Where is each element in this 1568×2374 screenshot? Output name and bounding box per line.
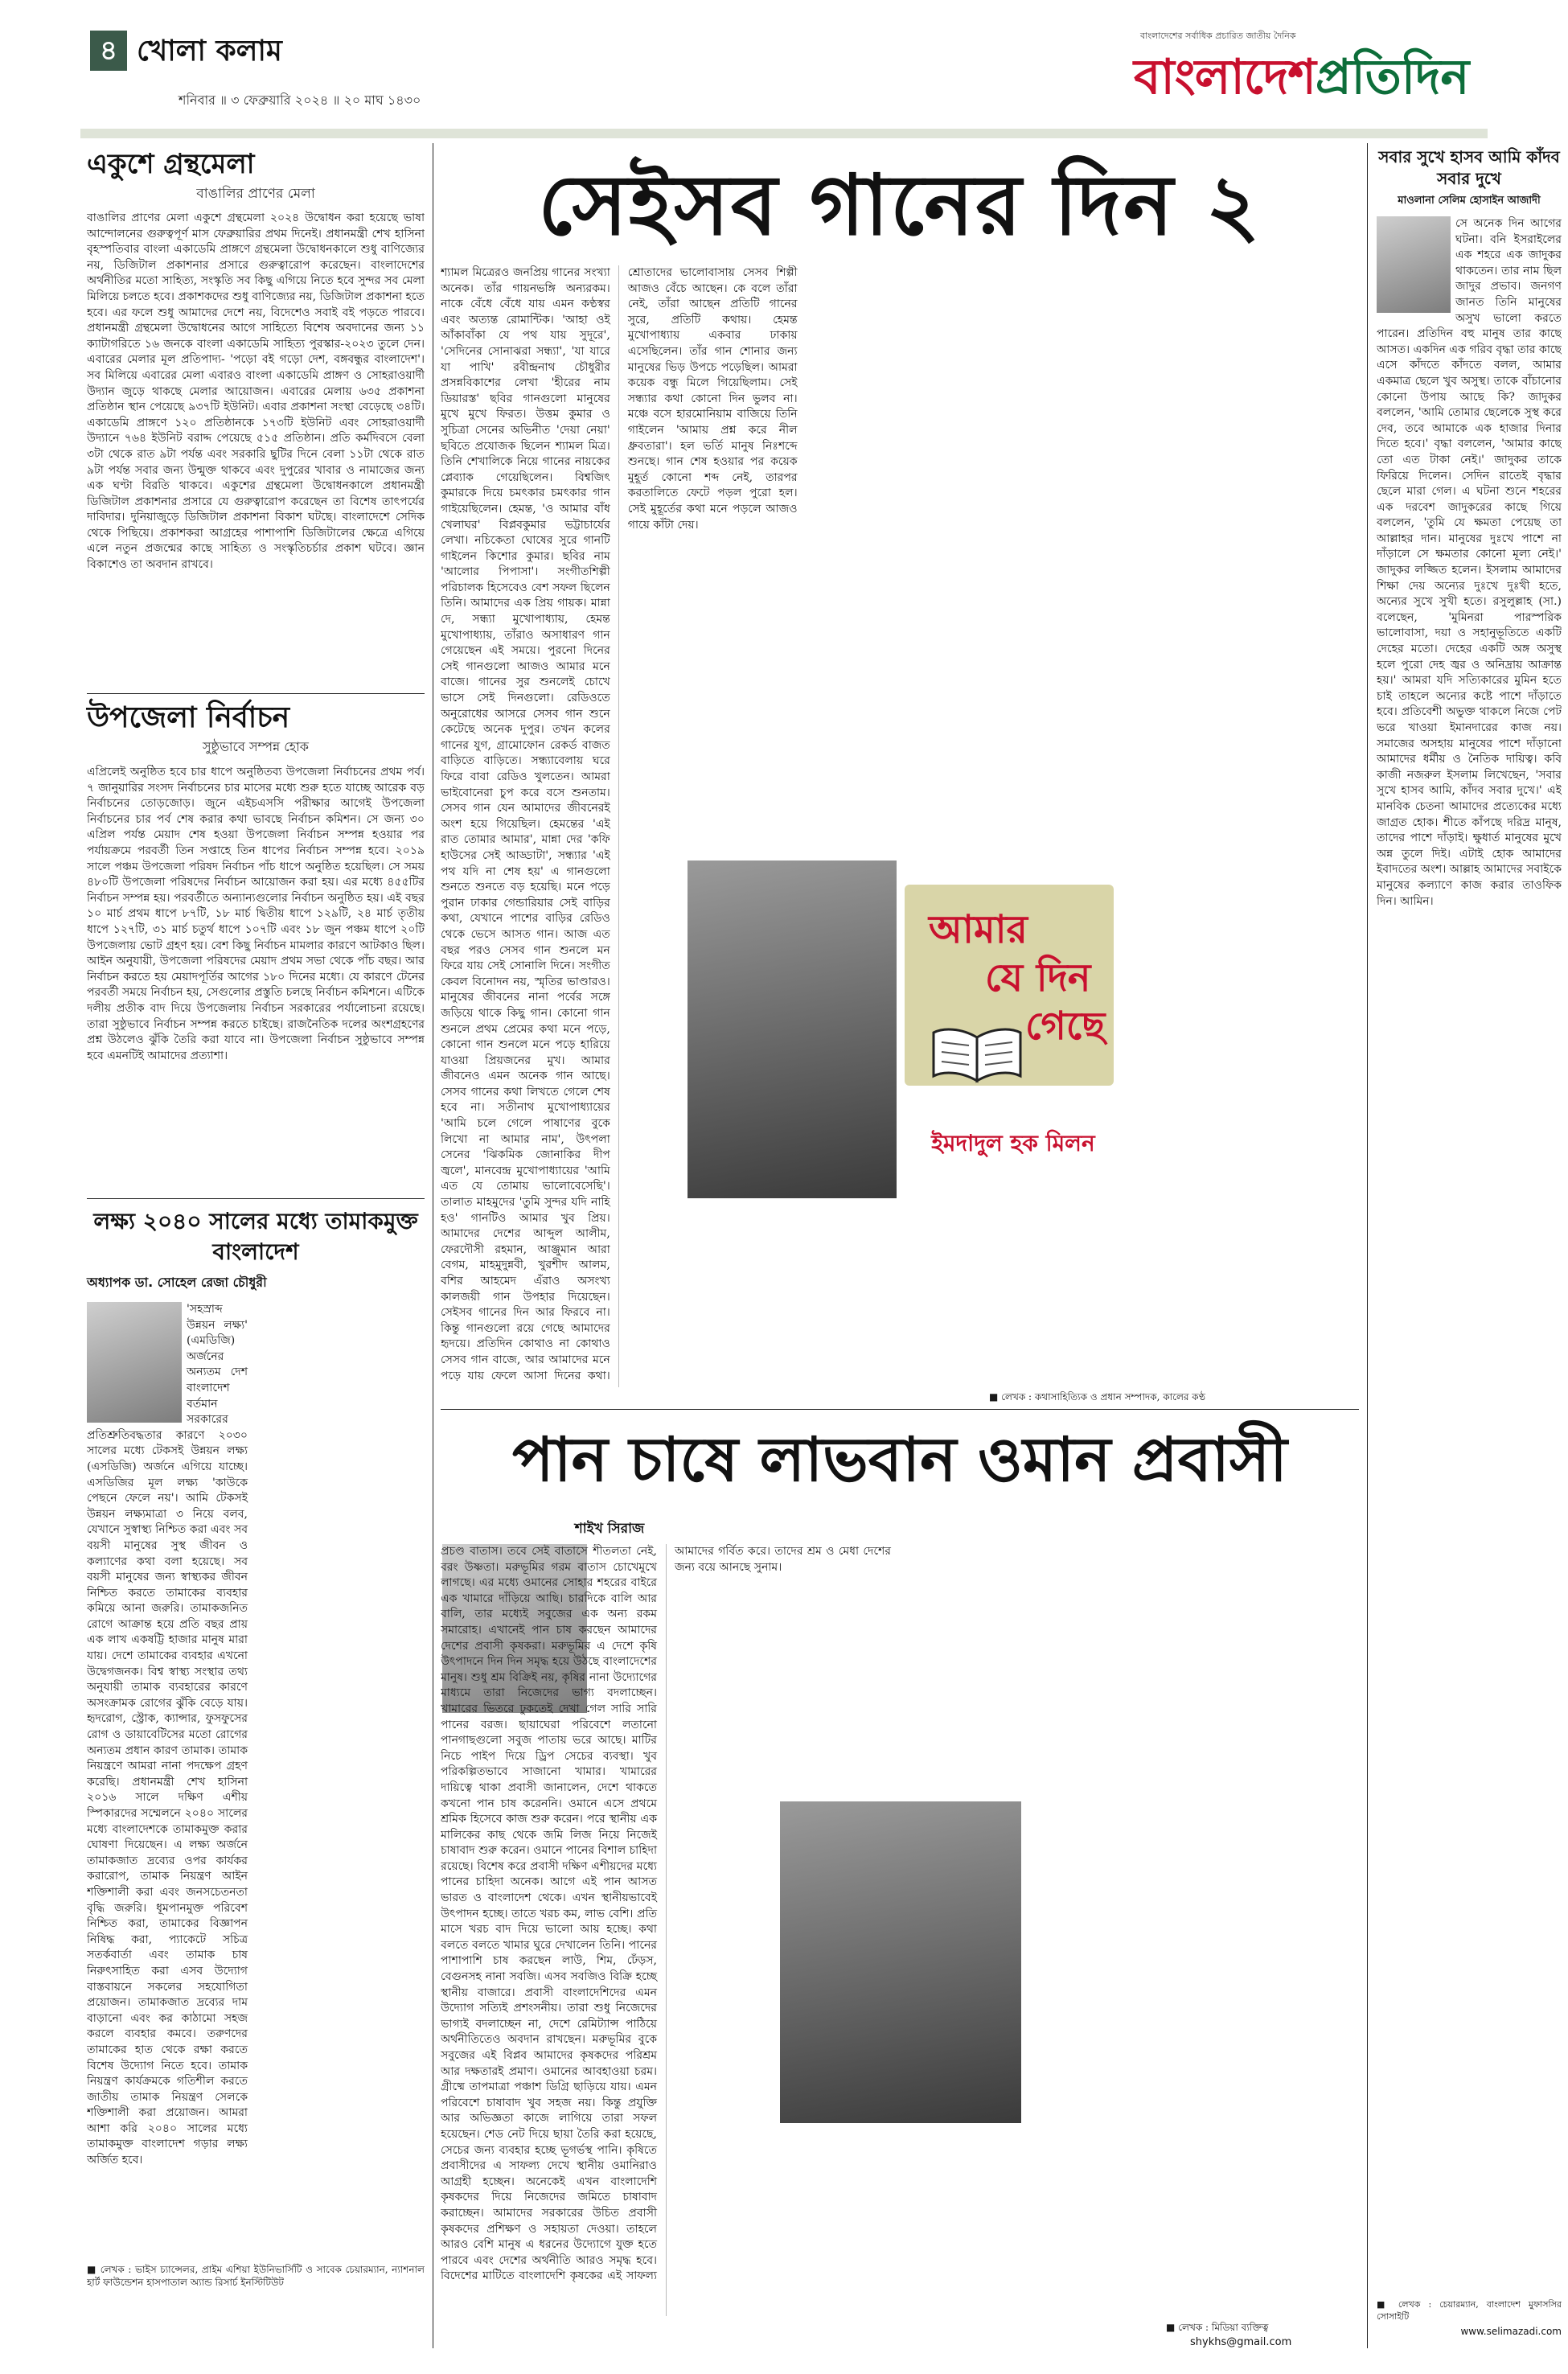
- divider: [441, 1409, 1359, 1410]
- article-title: সবার সুখে হাসব আমি কাঁদব সবার দুখে: [1378, 147, 1560, 188]
- author-note: ■ লেখক : চেয়ারম্যান, বাংলাদেশ মুফাসসির সোসাইটি: [1377, 2299, 1562, 2322]
- feature-body: শ্যামল মিত্রেরও জনপ্রিয় গানের সংখ্যা অনেক। তাঁর গায়নভঙ্গি অন্যরকম। নাকে বেঁধে বেঁধে যায় এমন কণ্ঠস্বর এবং অত্যন্ত রোমান্টিক। 'আহা ওই আঁকাবাঁকা যে পথ যায় সুদূরে', 'সেদিনের সোনাঝরা সন্ধ্যা', 'যা যারে যা পাখি' রবীন্দ্রনাথ চৌধুরীর প্রসন্নবিকাশের লেখা 'হীরের নাম ডিয়ারস্ত' ছবির গানগুলো মানুষের মুখে মুখে ফিরত। উত্তম কুমার ও সুচিত্রা সেনের অভিনীত 'দেয়া নেয়া' ছবিতে প্রযোজক ছিলেন শ্যামল মিত্র। তিনি শেখালিকে নিয়ে গানের নায়কের প্লেব্যাক গেয়েছিলেন। বিশ্বজিৎ কুমারকে দিয়ে চমৎকার চমৎকার গান গাইয়েছিলেন। হেমন্ত, 'ও আমার বাঁধ খেলাঘর' বিপ্লবকুমার ভট্টাচার্যের লেখা। নচিকেতা ঘোষের সুরে গানটি গাইলেন কিশোর কুমার। ছবির নাম 'আলোর পিপাসা'। সংগীতশিল্পী পরিচালক হিসেবেও বেশ সফল ছিলেন তিনি। আমাদের এক প্রিয় গায়ক। মান্না দে, সন্ধ্যা মুখোপাধ্যায়, হেমন্ত মুখোপাধ্যায়, তাঁরাও অসাধারণ গান গেয়েছেন এই সময়ে। পুরনো দিনের সেই গানগুলো আজও আমার মনে বাজে। গানের সুর শুনলেই চোখে ভাসে সেই দিনগুলো। রেডিওতে অনুরোধের আসরে সেসব গান শুনে কেটেছে অনেক দুপুর। তখন কলের গানের যুগ, গ্রামোফোন রেকর্ড বাজত বাড়িতে বাড়িতে। সন্ধ্যাবেলায় ঘরে ফিরে বাবা রেডিও খুলতেন। আমরা ভাইবোনেরা চুপ করে বসে শুনতাম। সেসব গান যেন আমাদের জীবনেরই অংশ হয়ে গিয়েছিল। হেমন্তের 'এই রাত তোমার আমার', মান্না দের 'কফি হাউসের সেই আড্ডাটা', সন্ধ্যার 'এই পথ যদি না শেষ হয়' এ গানগুলো শুনতে শুনতে বড় হয়েছি। মনে পড়ে পুরান ঢাকার গেন্ডারিয়ার সেই বাড়ির কথা, যেখানে পাশের বাড়ির রেডিও থেকে ভেসে আসত গান। আজ এত বছর পরও সেসব গান শুনলে মন ফিরে যায় সেই সোনালি দিনে। সংগীত কেবল বিনোদন নয়, স্মৃতির ভাণ্ডারও। মানুষের জীবনের নানা পর্বের সঙ্গে জড়িয়ে থাকে কিছু গান। কোনো গান শুনলে প্রথম প্রেমের কথা মনে পড়ে, কোনো গান শুনলে মনে পড়ে হারিয়ে যাওয়া প্রিয়জনের মুখ। আমার জীবনেও এমন অনেক গান আছে। সেসব গানের কথা লিখতে গেলে শেষ হবে না। সতীনাথ মুখোপাধ্যায়ের 'আমি চলে গেলে পাষাণের বুকে লিখো না আমার নাম', উৎপলা সেনের 'ঝিকমিক জোনাকির দীপ জ্বলে', মানবেন্দ্র মুখোপাধ্যায়ের 'আমি এত যে তোমায় ভালোবেসেছি'। তালাত মাহমুদের 'তুমি সুন্দর যদি নাহি হও' গানটিও আমার খুব প্রিয়। আমাদের দেশের আব্দুল আলীম, ফেরদৌসী রহমান, আঞ্জুমান আরা বেগম, মাহমুদুন্নবী, খুরশীদ আলম, বশির আহমেদ এঁরাও অসংখ্য কালজয়ী গান উপহার দিয়েছেন। সেইসব গানের দিন আর ফিরবে না। কিন্তু গানগুলো রয়ে গেছে আমাদের হৃদয়ে। প্রতিদিন কোথাও না কোথাও সেসব গান বাজে, আর আমাদের মনে পড়ে যায় ফেলে আসা দিনের কথা। শ্রোতাদের ভালোবাসায় সেসব শিল্পী আজও বেঁচে আছেন। কে বলে তাঁরা নেই, তাঁরা আছেন প্রতিটি গানের সুরে, প্রতিটি কথায়। হেমন্ত মুখোপাধ্যায় একবার ঢাকায় এসেছিলেন। তাঁর গান শোনার জন্য মানুষের ভিড় উপচে পড়েছিল। আমরা কয়েক বন্ধু মিলে গিয়েছিলাম। সেই সন্ধ্যার কথা কোনো দিন ভুলব না। মঞ্চে বসে হারমোনিয়াম বাজিয়ে তিনি গাইলেন 'আমায় প্রশ্ন করে নীল ধ্রুবতারা'। হল ভর্তি মানুষ নিঃশব্দে শুনছে। গান শেষ হওয়ার পর কয়েক মুহূর্ত কোনো শব্দ নেই, তারপর করতালিতে ফেটে পড়ল পুরো হল। সেই মুহূর্তের কথা মনে পড়লে আজও গায়ে কাঁটা দেয়।: [441, 266, 798, 1382]
- masthead: [0, 0, 1568, 141]
- banner-word-1: আমার: [929, 907, 1028, 952]
- article-body: সে অনেক দিন আগের ঘটনা। বনি ইসরাইলের এক শহরে এক জাদুকর থাকতেন। তার নাম ছিল জাদুর প্রভাব। জনগণ জানত তিনি মানুষের অসুখ ভালো করতে পারেন। প্রতিদিন বহু মানুষ তার কাছে আসত। একদিন এক গরিব বৃদ্ধা তার কাছে এসে কাঁদতে কাঁদতে বলল, আমার একমাত্র ছেলে খুব অসুস্থ। তাকে বাঁচানোর কোনো উপায় আছে কি? জাদুকর বললেন, 'আমি তোমার ছেলেকে সুস্থ করে দেব, তবে আমাকে এক হাজার দিনার দিতে হবে।' বৃদ্ধা বললেন, 'আমার কাছে তো এত টাকা নেই।' জাদুকর তাকে ফিরিয়ে দিলেন। সেদিন রাতেই বৃদ্ধার ছেলে মারা গেল। এ ঘটনা শুনে শহরের এক দরবেশ জাদুকরের কাছে গিয়ে বললেন, 'তুমি যে ক্ষমতা পেয়েছ তা আল্লাহর দান। মানুষের দুঃখে পাশে না দাঁড়ালে সে ক্ষমতার কোনো মূল্য নেই।' জাদুকর লজ্জিত হলেন। ইসলাম আমাদের শিক্ষা দেয় অন্যের দুঃখে দুঃখী হতে, অন্যের সুখে সুখী হতে। রসুলুল্লাহ (সা.) বলেছেন, 'মুমিনরা পারস্পরিক ভালোবাসা, দয়া ও সহানুভূতিতে একটি দেহের মতো। দেহের একটি অঙ্গ অসুস্থ হলে পুরো দেহ জ্বর ও অনিদ্রায় আক্রান্ত হয়।' আমরা যদি সত্যিকারের মুমিন হতে চাই তাহলে অন্যের কষ্টে পাশে দাঁড়াতে হবে। প্রতিবেশী অভুক্ত থাকলে নিজে পেট ভরে খাওয়া ইমানদারের কাজ নয়। সমাজের অসহায় মানুষের পাশে দাঁড়ানো আমাদের ধর্মীয় ও নৈতিক দায়িত্ব। কবি কাজী নজরুল ইসলাম লিখেছেন, 'সবার সুখে হাসব আমি, কাঁদব সবার দুখে।' এই মানবিক চেতনা আমাদের প্রত্যেকের মধ্যে জাগ্রত হোক। শীতে কাঁপছে দরিদ্র মানুষ, তাদের পাশে দাঁড়াই। ক্ষুধার্ত মানুষের মুখে অন্ন তুলে দিই। এটাই হোক আমাদের ইবাদতের অংশ। আল্লাহ আমাদের সবাইকে মানুষের কল্যাণে কাজ করার তাওফিক দিন। আমিন।: [1377, 217, 1562, 908]
- editorial-boi-mela: [87, 146, 425, 677]
- date-line: শনিবার ॥ ৩ ফেব্রুয়ারি ২০২৪ ॥ ২০ মাঘ ১৪৩০: [179, 92, 421, 108]
- article-subtitle: বাঙালির প্রাণের মেলা: [196, 186, 315, 202]
- lower-article-body: প্রচণ্ড বাতাস। তবে সেই বাতাসে শীতলতা নেই, বরং উষ্ণতা। মরুভূমির গরম বাতাস চোখেমুখে লাগছে। এর মধ্যে ওমানের সোহার শহরের বাইরে এক খামারে দাঁড়িয়ে আছি। চারদিকে বালি আর বালি, তার মধ্যেই সবুজের এক অন্য রকম সমারোহ। এখানেই পান চাষ করছেন আমাদের দেশের প্রবাসী কৃষকরা। মরুভূমির এ দেশে কৃষি উৎপাদনে দিন দিন সমৃদ্ধ হয়ে উঠছে বাংলাদেশের মানুষ। শুধু শ্রম বিক্রিই নয়, কৃষির নানা উদ্যোগের মাধ্যমে তারা নিজেদের ভাগ্য বদলাচ্ছেন। খামারের ভিতরে ঢুকতেই দেখা গেল সারি সারি পানের বরজ। ছায়াঘেরা পরিবেশে লতানো পানগাছগুলো সবুজ পাতায় ভরে আছে। মাটির নিচে পাইপ দিয়ে ড্রিপ সেচের ব্যবস্থা। খুব পরিকল্পিতভাবে সাজানো খামার। খামারের দায়িত্বে থাকা প্রবাসী জানালেন, দেশে থাকতে কখনো পান চাষ করেননি। ওমানে এসে প্রথমে শ্রমিক হিসেবে কাজ শুরু করেন। পরে স্থানীয় এক মালিকের কাছ থেকে জমি লিজ নিয়ে নিজেই চাষাবাদ শুরু করেন। ওমানে পানের বিশাল চাহিদা রয়েছে। বিশেষ করে প্রবাসী দক্ষিণ এশীয়দের মধ্যে পানের চাহিদা অনেক। আগে এই পান আসত ভারত ও বাংলাদেশ থেকে। এখন স্থানীয়ভাবেই উৎপাদন হচ্ছে। তাতে খরচ কম, লাভ বেশি। প্রতি মাসে খরচ বাদ দিয়ে ভালো আয় হচ্ছে। কথা বলতে বলতে খামার ঘুরে দেখালেন তিনি। পানের পাশাপাশি চাষ করছেন লাউ, শিম, ঢেঁড়স, বেগুনসহ নানা সবজি। এসব সবজিও বিক্রি হচ্ছে স্থানীয় বাজারে। প্রবাসী বাংলাদেশিদের এমন উদ্যোগ সত্যিই প্রশংসনীয়। তারা শুধু নিজেদের ভাগ্যই বদলাচ্ছেন না, দেশে রেমিট্যান্স পাঠিয়ে অর্থনীতিতেও অবদান রাখছেন। মরুভূমির বুকে সবুজের এই বিপ্লব আমাদের কৃষকদের পরিশ্রম আর দক্ষতারই প্রমাণ। ওমানের আবহাওয়া চরম। গ্রীষ্মে তাপমাত্রা পঞ্চাশ ডিগ্রি ছাড়িয়ে যায়। এমন পরিবেশে চাষাবাদ খুব সহজ নয়। কিন্তু প্রযুক্তি আর অভিজ্ঞতা কাজে লাগিয়ে তারা সফল হয়েছেন। শেড নেট দিয়ে ছায়া তৈরি করা হয়েছে, সেচের জন্য ব্যবহার হচ্ছে ভূগর্ভস্থ পানি। কৃষিতে প্রবাসীদের এ সাফল্য দেখে স্থানীয় ওমানিরাও আগ্রহী হচ্ছেন। অনেকেই এখন বাংলাদেশি কৃষকদের দিয়ে নিজেদের জমিতে চাষাবাদ করাচ্ছেন। আমাদের সরকারের উচিত প্রবাসী কৃষকদের প্রশিক্ষণ ও সহায়তা দেওয়া। তাহলে আরও বেশি মানুষ এ ধরনের উদ্যোগে যুক্ত হতে পারবে এবং দেশের অর্থনীতি আরও সমৃদ্ধ হবে। বিদেশের মাটিতে বাংলাদেশি কৃষকের এই সাফল্য আমাদের গর্বিত করে। তাদের শ্রম ও মেধা দেশের জন্য বয়ে আনছে সুনাম।: [441, 1545, 891, 2283]
- byline: অধ্যাপক ডা. সোহেল রেজা চৌধুরী: [87, 1275, 267, 1290]
- article-body: 'সহস্রাব্দ উন্নয়ন লক্ষ্য' (এমডিজি) অর্জনের অন্যতম দেশ বাংলাদেশ বর্তমান সরকারের প্রতিশ্রুতিবদ্ধতার কারণে ২০৩০ সালের মধ্যে টেকসই উন্নয়ন লক্ষ্য (এসডিজি) অর্জনে এগিয়ে যাচ্ছে। এসডিজির মূল লক্ষ্য 'কাউকে পেছনে ফেলে নয়'। আমি টেকসই উন্নয়ন লক্ষ্যমাত্রা ৩ নিয়ে বলব, যেখানে সুস্বাস্থ্য নিশ্চিত করা এবং সব বয়সী মানুষের সুস্থ জীবন ও কল্যাণের কথা বলা হয়েছে। সব বয়সী মানুষের জন্য স্বাস্থ্যকর জীবন নিশ্চিত করতে তামাকের ব্যবহার কমিয়ে আনা জরুরি। তামাকজনিত রোগে আক্রান্ত হয়ে প্রতি বছর প্রায় এক লাখ একষট্টি হাজার মানুষ মারা যায়। দেশে তামাকের ব্যবহার এখনো উদ্বেগজনক। বিশ্ব স্বাস্থ্য সংস্থার তথ্য অনুযায়ী তামাক ব্যবহারের কারণে অসংক্রামক রোগের ঝুঁকি বেড়ে যায়। হৃদরোগ, স্ট্রোক, ক্যান্সার, ফুসফুসের রোগ ও ডায়াবেটিসের মতো রোগের অন্যতম প্রধান কারণ তামাক। তামাক নিয়ন্ত্রণে আমরা নানা পদক্ষেপ গ্রহণ করেছি। প্রধানমন্ত্রী শেখ হাসিনা ২০১৬ সালে দক্ষিণ এশীয় স্পিকারদের সম্মেলনে ২০৪০ সালের মধ্যে বাংলাদেশকে তামাকমুক্ত করার ঘোষণা দিয়েছেন। এ লক্ষ্য অর্জনে তামাকজাত দ্রব্যের ওপর কার্যকর করারোপ, তামাক নিয়ন্ত্রণ আইন শক্তিশালী করা এবং জনসচেতনতা বৃদ্ধি জরুরি। ধূমপানমুক্ত পরিবেশ নিশ্চিত করা, তামাকের বিজ্ঞাপন নিষিদ্ধ করা, প্যাকেটে সচিত্র সতর্কবার্তা এবং তামাক চাষ নিরুৎসাহিত করা এসব উদ্যোগ বাস্তবায়নে সকলের সহযোগিতা প্রয়োজন। তামাকজাত দ্রব্যের দাম বাড়ানো এবং কর কাঠামো সহজ করলে ব্যবহার কমবে। তরুণদের তামাকের হাত থেকে রক্ষা করতে বিশেষ উদ্যোগ নিতে হবে। তামাক নিয়ন্ত্রণ কার্যক্রমকে গতিশীল করতে জাতীয় তামাক নিয়ন্ত্রণ সেলকে শক্তিশালী করা প্রয়োজন। আমরা আশা করি ২০৪০ সালের মধ্যে তামাকমুক্ত বাংলাদেশ গড়ার লক্ষ্য অর্জিত হবে।: [87, 1303, 248, 2167]
- author-email: shykhs@gmail.com: [1190, 2336, 1292, 2348]
- article-subtitle: সুষ্ঠুভাবে সম্পন্ন হোক: [202, 739, 310, 754]
- divider: [87, 1198, 425, 1199]
- paper-name-accent: প্রতিদিন: [1315, 49, 1470, 105]
- editorial-upazila: [87, 700, 425, 1207]
- article-title: লক্ষ্য ২০৪০ সালের মধ্যে তামাকমুক্ত বাংলাদেশ: [93, 1208, 418, 1265]
- religious-column: [1377, 146, 1562, 2337]
- lower-author-note: ■ লেখক : মিডিয়া ব্যক্তিত্ব: [1166, 2322, 1269, 2333]
- masthead-band: [80, 129, 1488, 138]
- photo-spacer: [87, 1302, 187, 1427]
- author-website: www.selimazadi.com: [1460, 2326, 1562, 2337]
- byline: মাওলানা সেলিম হোসাইন আজাদী: [1398, 195, 1541, 207]
- author-note: ■ লেখক : ভাইস চ্যান্সেলর, প্রাইম এশিয়া ইউনিভার্সিটি ও সাবেক চেয়ারম্যান, ন্যাশনাল হার্ট ফাউন্ডেশন হাসপাতাল অ্যান্ড রিসার্চ ইনস্টিটিউট: [87, 2264, 425, 2288]
- author-photo: [1377, 216, 1451, 313]
- page-number: ৪: [90, 31, 127, 71]
- article-body: এপ্রিলেই অনুষ্ঠিত হবে চার ধাপে অনুষ্ঠিতব্য উপজেলা নির্বাচনের প্রথম পর্ব। ৭ জানুয়ারির সংসদ নির্বাচনের চার মাসের মধ্যে শুরু হতে যাচ্ছে আরেক বড় নির্বাচনের তোড়জোড়। জুনে এইচএসসি পরীক্ষার আগেই উপজেলা নির্বাচনের চার পর্ব শেষ করার কথা ভাবছে নির্বাচন কমিশন। সে জন্য ৩০ এপ্রিল পর্যন্ত মেয়াদ শেষ হওয়া উপজেলা নির্বাচন সম্পন্ন হওয়ার পর পর্যায়ক্রমে পরবর্তী তিন সপ্তাহে তিন ধাপের নির্বাচন সম্পন্ন হবে। ২০১৯ সালে পঞ্চম উপজেলা পরিষদ নির্বাচন পাঁচ ধাপে অনুষ্ঠিত হয়েছিল। সে সময় ৪৮০টি উপজেলা পরিষদের নির্বাচন আয়োজন করা হয়। এর মধ্যে ৪৫৫টির নির্বাচন সম্পন্ন হয়। পরবর্তীতে অন্যান্যগুলোর নির্বাচন অনুষ্ঠিত হয়। এই বছর ১০ মার্চ প্রথম ধাপে ৮৭টি, ১৮ মার্চ দ্বিতীয় ধাপে ১২৯টি, ২৪ মার্চ তৃতীয় ধাপে ১২৭টি, ৩১ মার্চ চতুর্থ ধাপে ১০৭টি এবং ১৮ জুন পঞ্চম ধাপে ২০টি উপজেলায় ভোট গ্রহণ হয়। বেশ কিছু নির্বাচন মামলার কারণে আটকাও ছিল। আইন অনুযায়ী, উপজেলা পরিষদের মেয়াদ প্রথম সভা থেকে পাঁচ বছর। আর নির্বাচন করতে হয় মেয়াদপূর্তির আগের ১৮০ দিনের মধ্যে। যে কারণে টেনের পরবর্তী সময়ে নির্বাচন হয়, সেগুলোর প্রস্তুতি চলছে নির্বাচন কমিশনে। এটিকে দলীয় প্রতীক বাদ দিয়ে উপজেলায় নির্বাচন সরকারের পর্যালোচনা রয়েছে। তারা সুষ্ঠুভাবে নির্বাচন সম্পন্ন করতে চাইছে। রাজনৈতিক দলের অংশগ্রহণের প্রশ্ন উঠলেও ঝুঁকি তৈরি করা যাবে না। উপজেলা নির্বাচন সুষ্ঠুভাবে সম্পন্ন হবে এমনটিই আমাদের প্রত্যাশা।: [87, 766, 425, 1062]
- feature-author-note: ■ লেখক : কথাসাহিত্যিক ও প্রধান সম্পাদক, কালের কণ্ঠ: [989, 1391, 1206, 1403]
- paper-tagline: বাংলাদেশের সর্বাধিক প্রচারিত জাতীয় দৈনিক: [1140, 31, 1296, 41]
- lower-byline: শাইখ সিরাজ: [574, 1521, 645, 1537]
- banner-word-3: গেছে: [1025, 1004, 1106, 1049]
- article-title: উপজেলা নির্বাচন: [87, 701, 290, 734]
- article-title: একুশে গ্রন্থমেলা: [87, 148, 255, 180]
- banner-word-2: যে দিন: [985, 955, 1091, 1000]
- author-name: ইমদাদুল হক মিলন: [931, 1130, 1095, 1156]
- lower-article-title: পান চাষে লাভবান ওমান প্রবাসী: [512, 1423, 1287, 1495]
- op-ed-tobacco: [87, 1206, 425, 2303]
- section-name: খোলা কলাম: [137, 35, 282, 68]
- column-rule-right: [1367, 143, 1368, 2348]
- article-body: বাঙালির প্রাণের মেলা একুশে গ্রন্থমেলা ২০২৪ উদ্বোধন করা হয়েছে ভাষা আন্দোলনের গুরুত্বপূর্ণ মাস ফেব্রুয়ারির প্রথম দিনেই। প্রধানমন্ত্রী শেখ হাসিনা বৃহস্পতিবার বাংলা একাডেমি প্রাঙ্গণে গ্রন্থমেলা উদ্বোধনকালে শুধু বাণিজ্যের নয়, ডিজিটাল প্রকাশনার প্রসারে গুরুত্বারোপ করেছেন। বাংলাদেশের অর্থনীতির মতো সাহিত্য, সংস্কৃতি সব কিছু এগিয়ে নিতে হবে সুন্দর সব মেলা মিলিয়ে চলতে হবে। প্রকাশকদের শুধু বাণিজ্যের নয়, ডিজিটাল প্রকাশনা হতে হবে। এর ফলে শুধু আমাদের দেশে নয়, বিদেশেও সবাই বই পড়তে পারবে। প্রধানমন্ত্রী গ্রন্থমেলা উদ্বোধনের আগে সাহিত্যে বিশেষ অবদানের জন্য ১১ ক্যাটাগরিতে ১৬ জনকে বাংলা একাডেমি সাহিত্য পুরস্কার-২০২৩ তুলে দেন। এবারের মেলার মূল প্রতিপাদ্য- 'পড়ো বই গড়ো দেশ, বঙ্গবন্ধুর বাংলাদেশ'। সব মিলিয়ে এবারের মেলা এবারও বাংলা একাডেমি প্রাঙ্গণ ও সোহরাওয়ার্দী উদ্যান জুড়ে থাকছে মেলার আয়োজন। এবারের মেলায় ৬৩৫ প্রকাশনা প্রতিষ্ঠান স্থান পেয়েছে ৯৩৭টি ইউনিট। এবার প্রকাশনা সংস্থা বেড়েছে ৩৪টি। একাডেমি প্রাঙ্গণে ১২০ প্রতিষ্ঠানকে ১৭৩টি ইউনিট এবং সোহরাওয়ার্দী উদ্যানে ৭৬৪ ইউনিট বরাদ্দ পেয়েছে ৫১৫ প্রতিষ্ঠান। প্রতি কর্মদিবসে বেলা ৩টা থেকে রাত ৯টা পর্যন্ত এবং সরকারি ছুটির দিনে বেলা ১১টা থেকে রাত ৯টা পর্যন্ত সবার জন্য উন্মুক্ত থাকবে এবং দুপুরের খাবার ও নামাজের জন্য এক ঘণ্টা বিরতি থাকবে। একুশের গ্রন্থমেলা উদ্বোধনকালে প্রধানমন্ত্রী ডিজিটাল প্রকাশনার প্রসারে যে গুরুত্বারোপ করেছেন তা বিশেষ তাৎপর্যের দাবিদার। দুনিয়াজুড়ে ডিজিটাল প্রকাশনা বিকাশ ঘটছে। বাংলাদেশে সেদিক থেকে পিছিয়ে। প্রকাশকরা আগ্রহের পাশাপাশি ডিজিটালের ক্ষেত্রে এগিয়ে এলে নতুন প্রজন্মের কাছে সাহিত্য ও সংস্কৃতিচর্চার প্রকাশ ঘটবে। জ্ঞান বিকাশেও তা অবদান রাখবে।: [87, 212, 425, 572]
- divider: [87, 693, 425, 694]
- feature-title: সেইসব গানের দিন ২: [538, 156, 1262, 254]
- paper-logo: [1134, 40, 1469, 121]
- paper-name-main: বাংলাদেশ: [1134, 49, 1316, 105]
